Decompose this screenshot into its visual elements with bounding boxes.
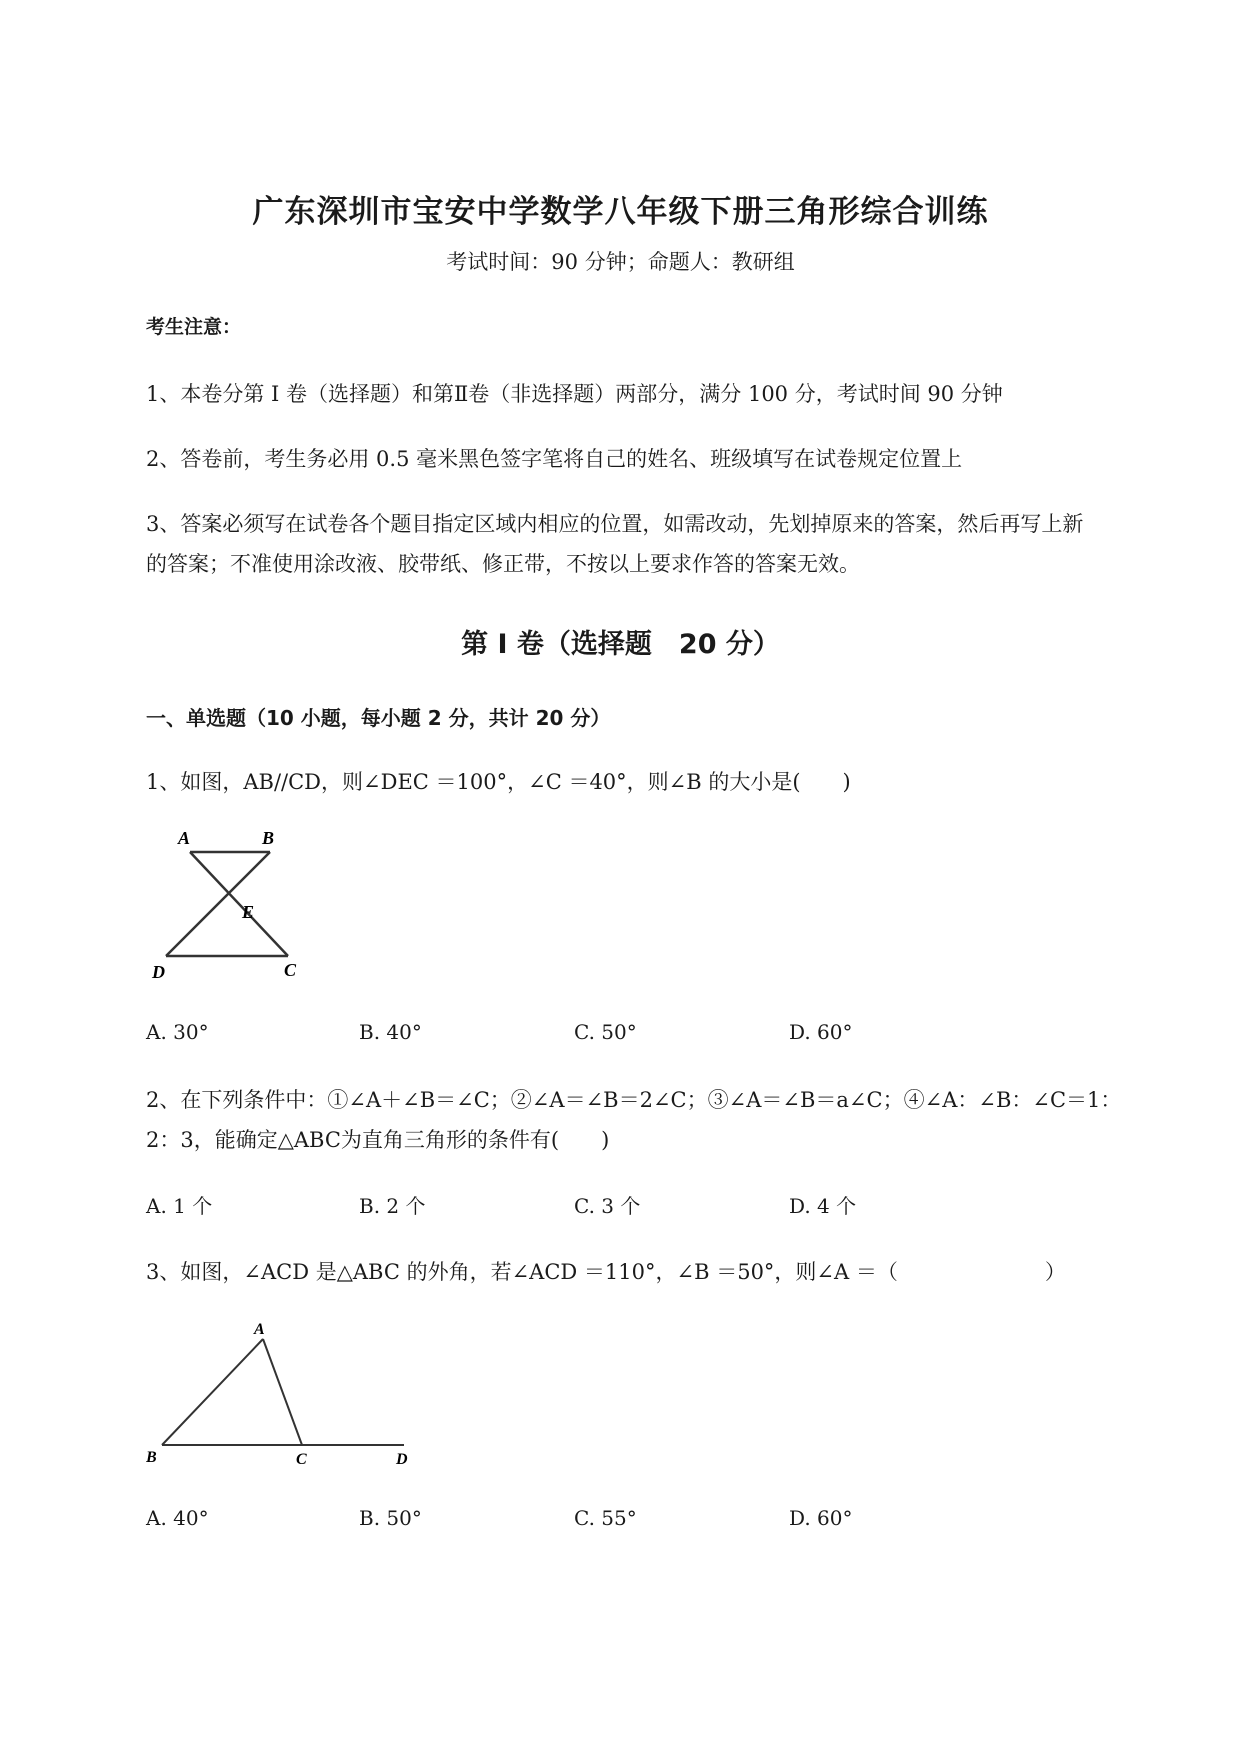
label-d: D: [152, 962, 165, 982]
question-3-stem: 3、如图，∠ACD 是△ABC 的外角，若∠ACD ＝110°，∠B ＝50°，则∠A ＝（ ）: [146, 1260, 1066, 1284]
page-title: 广东深圳市宝安中学数学八年级下册三角形综合训练: [252, 194, 989, 230]
question-2-option-d[interactable]: D. 4 个: [789, 1194, 857, 1218]
label-d: D: [396, 1451, 408, 1468]
question-3-option-a[interactable]: A. 40°: [146, 1506, 209, 1530]
label-e: E: [242, 902, 255, 922]
label-c: C: [296, 1451, 307, 1468]
question-3-option-b[interactable]: B. 50°: [359, 1506, 422, 1530]
label-a: A: [254, 1321, 265, 1338]
question-3-option-d[interactable]: D. 60°: [789, 1506, 853, 1530]
notice-item-3: 3、答案必须写在试卷各个题目指定区域内相应的位置，如需改动，先划掉原来的答案，然后再写上新: [146, 512, 1084, 536]
question-3-option-c[interactable]: C. 55°: [574, 1506, 637, 1530]
question-1-option-a[interactable]: A. 30°: [146, 1020, 209, 1044]
label-a: A: [178, 828, 191, 848]
exam-info: 考试时间：90 分钟；命题人：教研组: [446, 250, 795, 274]
question-2-stem: 2、在下列条件中：①∠A＋∠B＝∠C；②∠A＝∠B＝2∠C；③∠A＝∠B＝a∠C；④∠A：∠B：∠C＝1：: [146, 1088, 1122, 1112]
question-1-option-b[interactable]: B. 40°: [359, 1020, 422, 1044]
label-b: B: [262, 828, 275, 848]
question-2-option-b[interactable]: B. 2 个: [359, 1194, 426, 1218]
question-3-figure: [146, 1312, 416, 1472]
question-2-option-c[interactable]: C. 3 个: [574, 1194, 641, 1218]
notice-item-3-cont: 的答案；不准使用涂改液、胶带纸、修正带，不按以上要求作答的答案无效。: [146, 552, 860, 576]
question-2-option-a[interactable]: A. 1 个: [146, 1194, 213, 1218]
question-1-figure: [148, 826, 318, 982]
notice-item-1: 1、本卷分第 I 卷（选择题）和第Ⅱ卷（非选择题）两部分，满分 100 分，考试时间 90 分钟: [146, 382, 1003, 406]
question-1-option-c[interactable]: C. 50°: [574, 1020, 637, 1044]
notice-heading: 考生注意：: [146, 316, 242, 338]
part-title: 一、单选题（10 小题，每小题 2 分，共计 20 分）: [146, 706, 611, 730]
label-c: C: [284, 960, 297, 980]
question-2-stem-cont: 2：3，能确定△ABC为直角三角形的条件有( ): [146, 1128, 610, 1152]
label-b: B: [146, 1449, 157, 1466]
notice-item-2: 2、答卷前，考生务必用 0.5 毫米黑色签字笔将自己的姓名、班级填写在试卷规定位置上: [146, 447, 963, 471]
question-1-stem: 1、如图，AB//CD，则∠DEC ＝100°，∠C ＝40°，则∠B 的大小是( ): [146, 770, 851, 794]
section-title: 第 I 卷（选择题 20 分）: [461, 629, 780, 660]
question-1-option-d[interactable]: D. 60°: [789, 1020, 853, 1044]
